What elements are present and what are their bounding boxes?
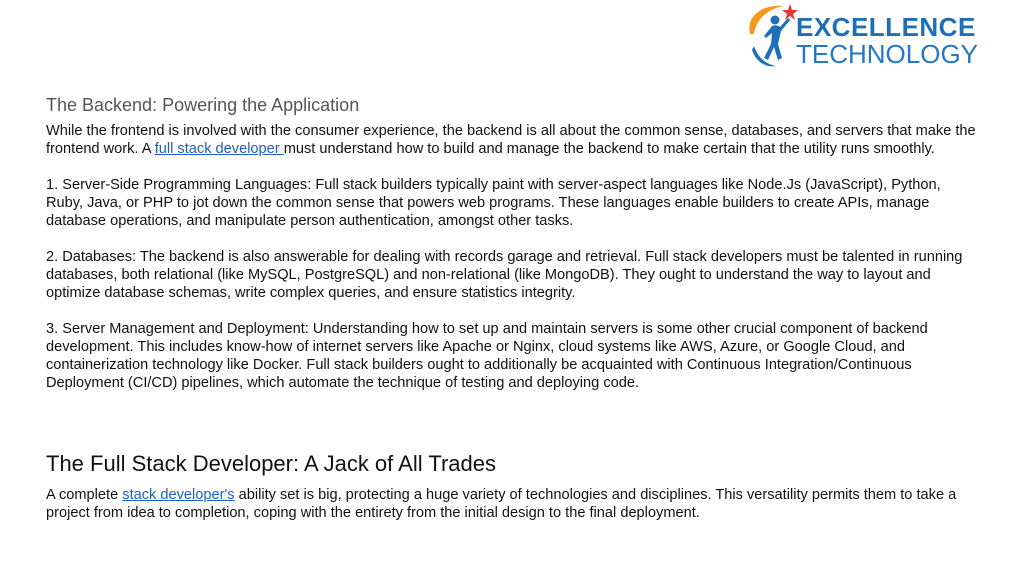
backend-content <box>46 122 981 410</box>
point-databases: 2. Databases: The backend is also answerable for dealing with records garage and retrieval. Full stack developers must be talented in running databases, both relational (like MySQL, PostgreSQL) and non-relational (like MongoDB). They ought to understand the way to layout and optimize database schemas, write complex queries, and ensure statistics integrity. <box>46 249 963 301</box>
section-heading-backend: The Backend: Powering the Application <box>46 95 360 115</box>
stack-developers-link[interactable]: stack developer's <box>122 487 235 503</box>
logo-line1: EXCELLENCE <box>796 12 976 42</box>
section-heading-full-stack: The Full Stack Developer: A Jack of All Trades <box>46 451 496 476</box>
excellence-technology-logo <box>744 0 986 72</box>
point-server-side-languages: 1. Server-Side Programming Languages: Full stack builders typically paint with server-aspect languages like Node.Js (JavaScript), Python, Ruby, Java, or PHP to jot down the common sense that powers web programs. These languages enable builders to create APIs, manage database operations, and manipulate person authentication, amongst other tasks. <box>46 177 941 229</box>
section2-text-after: ability set is big, protecting a huge variety of technologies and disciplines. This versatility permits them to take a project from idea to completion, coping with the entirety from the initial design to the final deployment. <box>46 487 957 521</box>
intro-paragraph <box>46 122 981 158</box>
logo-figure-icon <box>744 0 804 72</box>
intro-text-after: must understand how to build and manage the backend to make certain that the utility runs smoothly. <box>283 141 935 157</box>
full-stack-paragraph <box>46 486 981 522</box>
full-stack-developer-link[interactable]: full stack developer <box>154 141 284 157</box>
point-server-management: 3. Server Management and Deployment: Understanding how to set up and maintain servers is some other crucial component of backend development. This includes know-how of internet servers like Apache or Nginx, cloud systems like AWS, Azure, or Google Cloud, and containerization technology like Docker. Full stack builders ought to additionally be acquainted with Continuous Integration/Continuous Deployment (CI/CD) pipelines, which automate the technique of testing and deploying code. <box>46 321 928 391</box>
intro-text-before: While the frontend is involved with the consumer experience, the backend is all about the common sense, databases, and servers that make the frontend work. A <box>46 123 976 157</box>
section2-text-before: A complete <box>46 487 123 503</box>
logo-line2: TECHNOLOGY <box>796 39 979 69</box>
